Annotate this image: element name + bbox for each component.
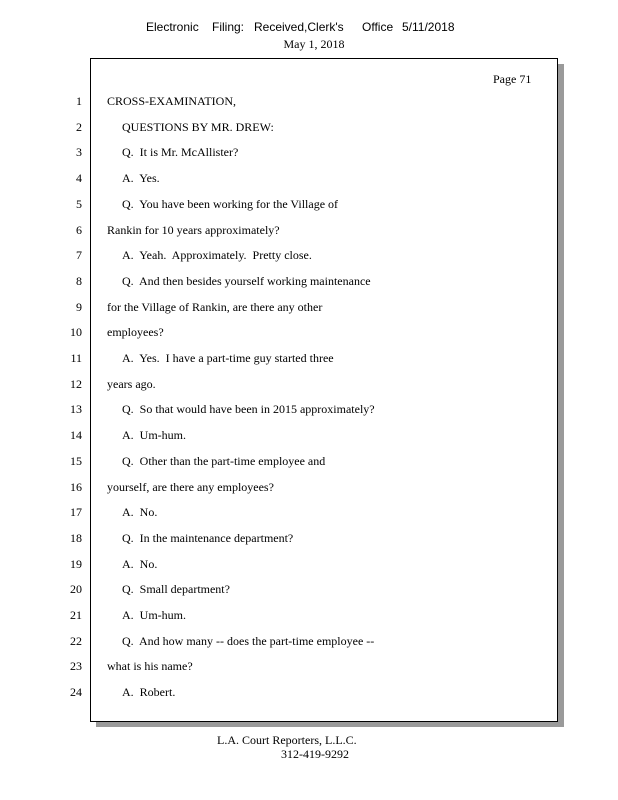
line-text: Q. In the maintenance department? bbox=[122, 530, 294, 545]
line-text: Q. And then besides yourself working maintenance bbox=[122, 273, 371, 288]
line-number: 4 bbox=[76, 171, 82, 186]
line-number: 13 bbox=[70, 402, 82, 417]
transcript-line bbox=[0, 428, 560, 444]
line-number: 11 bbox=[70, 351, 82, 365]
line-text: A. Um-hum. bbox=[122, 608, 186, 622]
line-number: 1 bbox=[76, 94, 82, 108]
transcript-line bbox=[0, 351, 560, 367]
line-number: 10 bbox=[70, 325, 82, 340]
line-number: 16 bbox=[70, 479, 82, 494]
filing-stamp bbox=[0, 20, 618, 36]
line-number: 3 bbox=[76, 145, 82, 160]
line-number: 12 bbox=[70, 376, 82, 391]
line-text: A. Um-hum. bbox=[122, 428, 186, 443]
transcript-line bbox=[0, 505, 560, 521]
line-text: what is his name? bbox=[107, 659, 193, 674]
transcript-line bbox=[0, 171, 560, 187]
line-number: 6 bbox=[76, 222, 82, 237]
line-number: 19 bbox=[70, 556, 82, 571]
reporter-company: L.A. Court Reporters, L.L.C. bbox=[217, 733, 357, 747]
line-text: Rankin for 10 years approximately? bbox=[107, 222, 280, 237]
transcript-line bbox=[0, 402, 560, 418]
transcript-line bbox=[0, 531, 560, 547]
line-text: employees? bbox=[107, 325, 164, 340]
line-number: 24 bbox=[70, 685, 82, 700]
filing-word: Filing: bbox=[212, 20, 245, 34]
line-text: A. No. bbox=[122, 556, 158, 571]
transcript-line bbox=[0, 120, 560, 136]
line-text: A. Yeah. Approximately. Pretty close. bbox=[122, 248, 312, 263]
line-text: A. Robert. bbox=[122, 685, 176, 700]
line-number: 22 bbox=[70, 633, 82, 648]
transcript-line bbox=[0, 223, 560, 239]
transcript-line bbox=[0, 685, 560, 701]
reporter-phone: 312-419-9292 bbox=[281, 747, 349, 761]
line-number: 5 bbox=[76, 196, 82, 211]
transcript-line bbox=[0, 659, 560, 675]
transcript-line bbox=[0, 300, 560, 316]
line-number: 21 bbox=[70, 608, 82, 622]
line-number: 14 bbox=[70, 428, 82, 443]
line-text: Q. You have been working for the Village of bbox=[122, 196, 339, 211]
transcript-line bbox=[0, 557, 560, 573]
line-number: 15 bbox=[70, 453, 82, 468]
page-number: Page 71 bbox=[493, 72, 532, 86]
line-text: years ago. bbox=[107, 376, 156, 391]
transcript-line bbox=[0, 94, 560, 110]
transcript-line bbox=[0, 608, 560, 624]
line-number: 17 bbox=[70, 505, 82, 520]
line-text: QUESTIONS BY MR. DREW: bbox=[122, 119, 274, 134]
line-number: 23 bbox=[70, 659, 82, 674]
header-date: May 1, 2018 bbox=[283, 37, 345, 51]
line-text: A. Yes. I have a part-time guy started three bbox=[122, 351, 334, 365]
line-text: Q. So that would have been in 2015 approximately? bbox=[122, 402, 375, 417]
line-text: Q. Small department? bbox=[122, 582, 230, 597]
transcript-line bbox=[0, 325, 560, 341]
line-text: yourself, are there any employees? bbox=[107, 479, 274, 494]
transcript-line bbox=[0, 145, 560, 161]
transcript-line bbox=[0, 248, 560, 264]
line-text: Q. And how many -- does the part-time employee -- bbox=[122, 633, 375, 648]
line-number: 18 bbox=[70, 530, 82, 545]
transcript-line bbox=[0, 197, 560, 213]
line-text: Q. Other than the part-time employee and bbox=[122, 453, 326, 468]
line-text: A. Yes. bbox=[122, 171, 160, 186]
line-text: A. No. bbox=[122, 505, 158, 520]
filing-word: Received,Clerk's bbox=[254, 20, 344, 34]
filing-word: Electronic bbox=[146, 20, 199, 34]
line-text: Q. It is Mr. McAllister? bbox=[122, 145, 239, 160]
line-number: 7 bbox=[76, 248, 82, 263]
transcript-line bbox=[0, 377, 560, 393]
line-number: 2 bbox=[76, 119, 82, 134]
line-number: 20 bbox=[70, 582, 82, 597]
filing-word: 5/11/2018 bbox=[402, 20, 455, 34]
line-text: for the Village of Rankin, are there any other bbox=[107, 299, 323, 314]
transcript-line bbox=[0, 454, 560, 470]
line-text: CROSS-EXAMINATION, bbox=[107, 94, 237, 108]
transcript-line bbox=[0, 480, 560, 496]
transcript-line bbox=[0, 582, 560, 598]
transcript-line bbox=[0, 274, 560, 290]
filing-word: Office bbox=[362, 20, 394, 34]
transcript-line bbox=[0, 634, 560, 650]
line-number: 8 bbox=[76, 273, 82, 288]
line-number: 9 bbox=[76, 299, 82, 314]
